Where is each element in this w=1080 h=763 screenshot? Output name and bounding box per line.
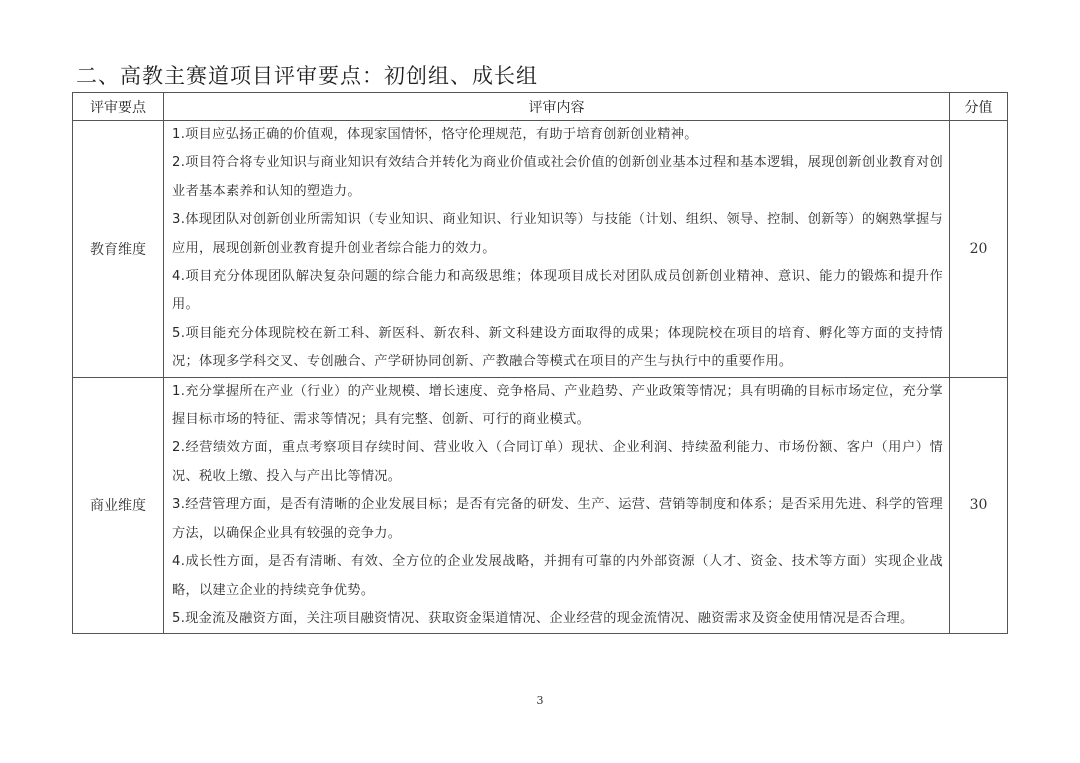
header-content: 评审内容 — [164, 93, 950, 121]
table-header-row — [73, 93, 1008, 121]
dimension-business: 商业维度 — [73, 377, 164, 634]
review-table — [72, 92, 1008, 634]
content-education — [164, 121, 950, 378]
criterion-item: 4.项目充分体现团队解决复杂问题的综合能力和高级思维；体现项目成长对团队成员创新创业精神、意识、能力的锻炼和提升作用。 — [172, 269, 943, 313]
table-row-business — [73, 377, 1008, 634]
criterion-item: 5.现金流及融资方面，关注项目融资情况、获取资金渠道情况、企业经营的现金流情况、融资需求及资金使用情况是否合理。 — [172, 610, 914, 626]
page-number: 3 — [536, 694, 544, 707]
criterion-item: 5.项目能充分体现院校在新工科、新医科、新农科、新文科建设方面取得的成果；体现院校在项目的培育、孵化等方面的支持情况；体现多学科交叉、专创融合、产学研协同创新、产教融合等模式在项目的产生与执行中的重要作用。 — [172, 325, 943, 370]
criterion-item: 3.经营管理方面，是否有清晰的企业发展目标；是否有完备的研发、生产、运营、营销等制度和体系；是否采用先进、科学的管理方法，以确保企业具有较强的竞争力。 — [172, 497, 943, 541]
criterion-item: 4.成长性方面，是否有清晰、有效、全方位的企业发展战略，并拥有可靠的内外部资源（人才、资金、技术等方面）实现企业战略，以建立企业的持续竞争优势。 — [172, 554, 943, 598]
criterion-item: 3.体现团队对创新创业所需知识（专业知识、商业知识、行业知识等）与技能（计划、组织、领导、控制、创新等）的娴熟掌握与应用，展现创新创业教育提升创业者综合能力的效力。 — [172, 212, 943, 256]
criterion-item: 2.经营绩效方面，重点考察项目存续时间、营业收入（合同订单）现状、企业利润、持续盈利能力、市场份额、客户（用户）情况、税收上缴、投入与产出比等情况。 — [172, 440, 943, 484]
header-score: 分值 — [950, 93, 1008, 121]
section-title: 二、高教主赛道项目评审要点：初创组、成长组 — [76, 64, 538, 88]
dimension-education: 教育维度 — [73, 121, 164, 378]
criterion-item: 2.项目符合将专业知识与商业知识有效结合并转化为商业价值或社会价值的创新创业基本过程和基本逻辑，展现创新创业教育对创业者基本素养和认知的塑造力。 — [172, 155, 943, 199]
score-business: 30 — [950, 377, 1008, 634]
header-point: 评审要点 — [73, 93, 164, 121]
score-education: 20 — [950, 121, 1008, 378]
criterion-item: 1.项目应弘扬正确的价值观，体现家国情怀，恪守伦理规范，有助于培育创新创业精神。 — [172, 127, 698, 142]
table-row-education — [73, 121, 1008, 378]
criterion-item: 1.充分掌握所在产业（行业）的产业规模、增长速度、竞争格局、产业趋势、产业政策等情况；具有明确的目标市场定位，充分掌握目标市场的特征、需求等情况；具有完整、创新、可行的商业模式。 — [172, 383, 943, 428]
content-business — [164, 377, 950, 634]
